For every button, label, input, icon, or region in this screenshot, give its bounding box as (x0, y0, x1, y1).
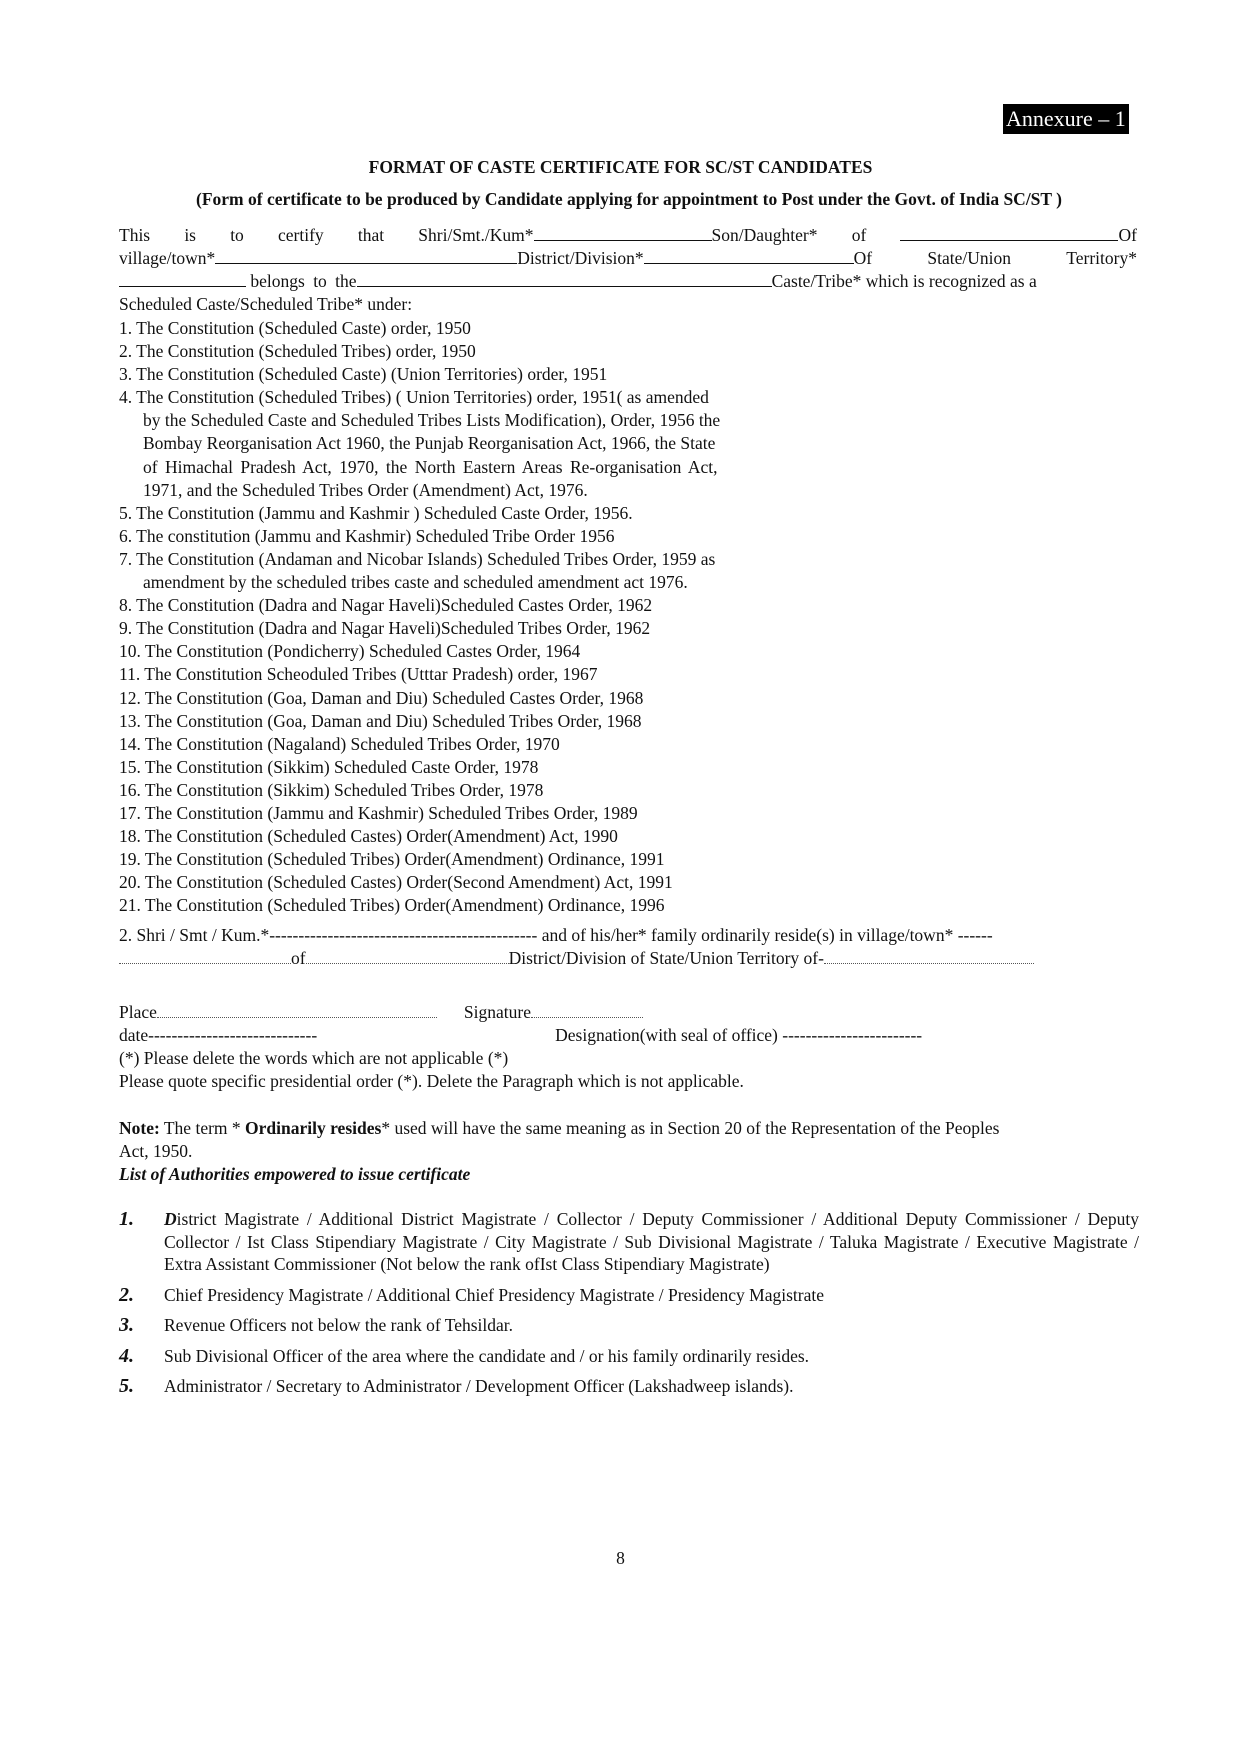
text: The term * (159, 1118, 246, 1138)
list-item: 17. The Constitution (Jammu and Kashmir) Scheduled Tribes Order, 1989 (119, 802, 638, 823)
list-item: 12. The Constitution (Goa, Daman and Diu) Scheduled Castes Order, 1968 (119, 687, 644, 708)
list-item (119, 1284, 1139, 1307)
list-item: 8. The Constitution (Dadra and Nagar Haveli)Scheduled Castes Order, 1962 (119, 595, 653, 616)
list-item: 18. The Constitution (Scheduled Castes) Order(Amendment) Act, 1990 (119, 826, 618, 847)
text: and of his/her* family ordinarily reside(s) in village/town* ------ (537, 925, 993, 945)
item-text (164, 1208, 1139, 1276)
list-item: 20. The Constitution (Scheduled Castes) Order(Second Amendment) Act, 1991 (119, 872, 673, 893)
village-blank[interactable] (215, 247, 517, 264)
list-item-continuation: Bombay Reorganisation Act 1960, the Punjab Reorganisation Act, 1966, the State (143, 433, 716, 454)
text: of (291, 948, 306, 968)
state-blank[interactable] (119, 270, 246, 287)
note-line-2: Act, 1950. (119, 1141, 193, 1161)
list-item: 11. The Constitution Scheoduled Tribes (Utttar Pradesh) order, 1967 (119, 664, 598, 685)
list-item-continuation: by the Scheduled Caste and Scheduled Tribes Lists Modification), Order, 1956 the (143, 410, 721, 431)
list-item: 7. The Constitution (Andaman and Nicobar Islands) Scheduled Tribes Order, 1959 as (119, 548, 716, 569)
residence-line-1 (119, 924, 993, 947)
document-title: FORMAT OF CASTE CERTIFICATE FOR SC/ST CANDIDATES (368, 157, 873, 177)
text: 2. Shri / Smt / Kum.* (119, 925, 270, 945)
list-item: 16. The Constitution (Sikkim) Scheduled Tribes Order, 1978 (119, 779, 544, 800)
place-label: Place (119, 1002, 157, 1022)
list-item-continuation: of Himachal Pradesh Act, 1970, the North Eastern Areas Re-organisation Act, (143, 456, 718, 477)
list-item: 3. The Constitution (Scheduled Caste) (Union Territories) order, 1951 (119, 364, 608, 385)
certify-line-3 (119, 270, 1037, 293)
list-item: 15. The Constitution (Sikkim) Scheduled Caste Order, 1978 (119, 756, 539, 777)
list-item (119, 1375, 1139, 1398)
list-item-continuation: 1971, and the Scheduled Tribes Order (Amendment) Act, 1976. (143, 479, 588, 500)
caste-blank[interactable] (357, 270, 772, 287)
text: that (357, 225, 385, 245)
text: This (119, 225, 151, 245)
text: Shri/Smt./Kum* (418, 225, 534, 245)
text: Of (853, 248, 873, 268)
list-item (119, 1314, 1139, 1337)
item-number: 4. (119, 1344, 134, 1367)
certify-line-2 (119, 247, 1137, 270)
annexure-label: Annexure – 1 (1003, 104, 1129, 134)
district-dotted-blank[interactable] (306, 947, 509, 964)
item-number: 1. (119, 1208, 134, 1230)
date-designation-line (119, 1024, 922, 1047)
quote-note: Please quote specific presidential order (*). Delete the Paragraph which is not applicable. (119, 1071, 744, 1091)
list-item (119, 1345, 1139, 1368)
text: village/town* (119, 248, 216, 268)
item-text: Sub Divisional Officer of the area where the candidate and / or his family ordinarily resides. (164, 1345, 810, 1366)
date-field[interactable]: date----------------------------- (119, 1025, 318, 1045)
certify-line-4: Scheduled Caste/Scheduled Tribe* under: (119, 294, 413, 314)
text: State/Union (927, 248, 1011, 268)
note-label: Note: (119, 1118, 160, 1138)
list-item (119, 1208, 1139, 1276)
name-blank[interactable] (534, 224, 712, 241)
signature-label: Signature (463, 1002, 531, 1022)
document-subtitle: (Form of certificate to be produced by Candidate applying for appointment to Post under the Govt. of India SC/ST ) (196, 189, 1062, 209)
text: District/Division* (517, 248, 644, 268)
text: D (164, 1209, 177, 1229)
item-text: Revenue Officers not below the rank of Tehsildar. (164, 1315, 514, 1335)
text: Ordinarily resides (245, 1118, 382, 1138)
text: is (184, 225, 196, 245)
orders-list (119, 317, 819, 917)
text: istrict Magistrate / Additional District Magistrate / Collector / Deputy Commissioner / Additional Deputy Commissioner / Deputy Collector / Ist Class Stipendiary Magistrate / City Magistrate / Sub Divisional Magistrate / Taluka Magistrate / Executive Magistrate / Extra Assistant Commissioner (Not below the rank ofIst Class Stipendiary Magistrate) (164, 1209, 1139, 1274)
list-item: 6. The constitution (Jammu and Kashmir) Scheduled Tribe Order 1956 (119, 525, 615, 546)
list-item: 14. The Constitution (Nagaland) Scheduled Tribes Order, 1970 (119, 733, 560, 754)
list-item: 13. The Constitution (Goa, Daman and Diu) Scheduled Tribes Order, 1968 (119, 710, 642, 731)
page-number: 8 (616, 1548, 625, 1568)
list-item: 4. The Constitution (Scheduled Tribes) ( Union Territories) order, 1951( as amended (119, 387, 709, 408)
place-blank[interactable] (157, 1001, 437, 1018)
authorities-list (119, 1208, 1139, 1406)
item-number: 3. (119, 1314, 134, 1336)
text: * used will have the same meaning as in Section 20 of the Representation of the Peoples (381, 1118, 1000, 1138)
text: Caste/Tribe* which is recognized as a (771, 271, 1037, 291)
text: belongs to the (250, 271, 357, 291)
item-text: Chief Presidency Magistrate / Additional Chief Presidency Magistrate / Presidency Magistrate (164, 1284, 824, 1305)
district-blank[interactable] (644, 247, 854, 264)
signature-blank[interactable] (531, 1001, 643, 1018)
list-item: 19. The Constitution (Scheduled Tribes) Order(Amendment) Ordinance, 1991 (119, 849, 665, 870)
list-item: 5. The Constitution (Jammu and Kashmir ) Scheduled Caste Order, 1956. (119, 502, 633, 523)
certify-line-1 (119, 224, 1137, 247)
text: District/Division of State/Union Territory of- (508, 948, 824, 968)
text: Of (1118, 225, 1137, 245)
item-text: Administrator / Secretary to Administrator / Development Officer (Lakshadweep islands). (164, 1376, 794, 1396)
place-signature-line (119, 1001, 643, 1024)
delete-note: (*) Please delete the words which are not applicable (*) (119, 1048, 509, 1068)
list-item: 10. The Constitution (Pondicherry) Scheduled Castes Order, 1964 (119, 641, 581, 662)
note-paragraph (119, 1117, 1139, 1140)
authorities-heading: List of Authorities empowered to issue certificate (119, 1164, 471, 1184)
parent-name-blank[interactable] (900, 224, 1118, 241)
state-dotted-blank[interactable] (824, 947, 1034, 964)
item-number: 5. (119, 1375, 134, 1397)
name-dashes[interactable]: ---------------------------------------------- (269, 925, 538, 945)
text: to (230, 225, 244, 245)
residence-line-2 (119, 947, 1034, 970)
text: Son/Daughter* (711, 225, 818, 245)
list-item: 21. The Constitution (Scheduled Tribes) Order(Amendment) Ordinance, 1996 (119, 895, 665, 916)
list-item: 9. The Constitution (Dadra and Nagar Haveli)Scheduled Tribes Order, 1962 (119, 618, 651, 639)
item-number: 2. (119, 1283, 134, 1306)
text: Territory* (1066, 248, 1137, 268)
designation-field[interactable]: Designation(with seal of office) ------------------------ (555, 1025, 923, 1045)
village-dotted-blank[interactable] (119, 947, 291, 964)
list-item-continuation: amendment by the scheduled tribes caste and scheduled amendment act 1976. (143, 572, 688, 593)
list-item: 2. The Constitution (Scheduled Tribes) order, 1950 (119, 341, 476, 362)
text: of (851, 225, 867, 245)
text: certify (278, 225, 324, 245)
list-item: 1. The Constitution (Scheduled Caste) order, 1950 (119, 318, 471, 338)
